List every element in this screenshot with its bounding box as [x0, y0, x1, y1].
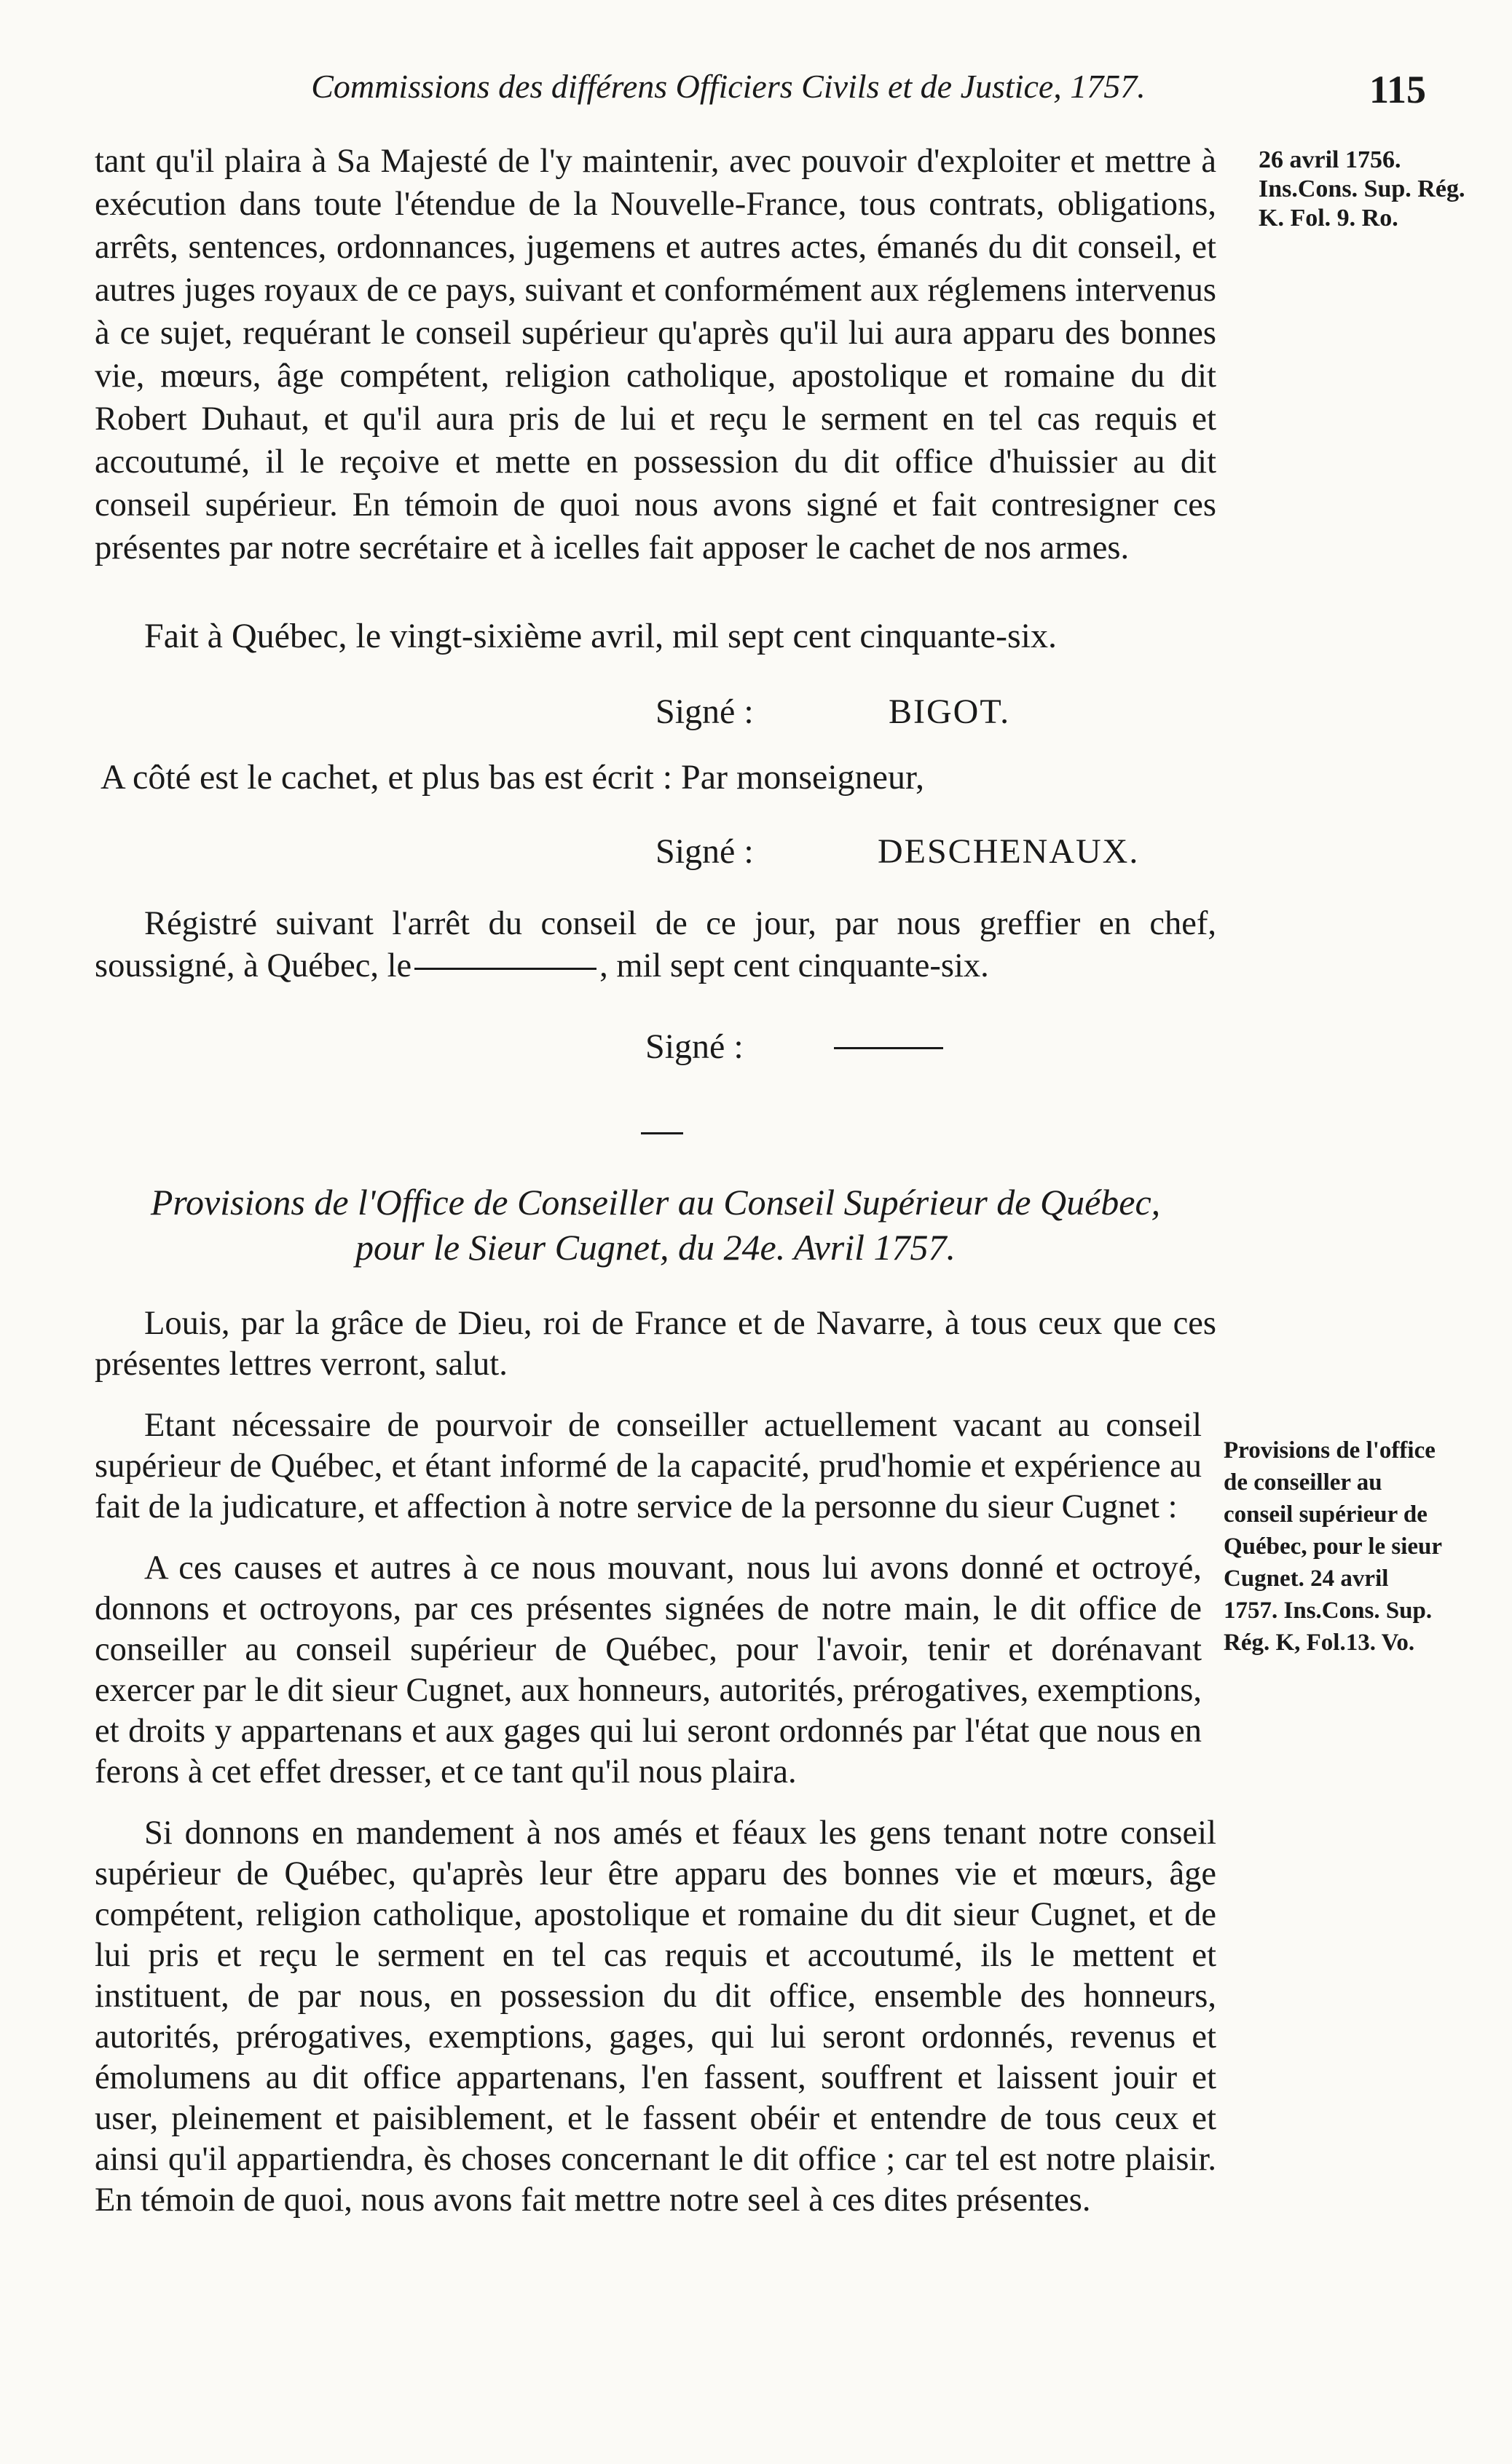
first-act-paragraph: tant qu'il plaira à Sa Majesté de l'y maintenir, avec pouvoir d'exploiter et mettre à exécution dans toute l'étendue de la Nouvelle-France, tous contrats, obligations, arrêts, sentences, ordonnances, jugemens et autres actes, émanés du dit conseil, et autres juges royaux de ce pays, suivant et conformément aux réglemens intervenus à ce sujet, requérant le conseil supérieur qu'après qu'il lui aura apparu des bonnes vie, mœurs, âge compétent, religion catholique, apostolique et romaine du dit Robert Duhaut, et qu'il aura pris de lui et reçu le serment en tel cas requis et accoutumé, il le reçoive et mette en possession du dit office d'huissier au dit conseil supérieur. En témoin de quoi nous avons signé et fait contresigner ces présentes par notre secrétaire et à icelles fait apposer le cachet de nos armes.: [95, 143, 1216, 566]
blank-date-dash: [414, 968, 596, 970]
page-number: 115: [1369, 68, 1427, 111]
paragraph-etant: Etant nécessaire de pourvoir de conseiller actuellement vacant au conseil supérieur de Québec, et étant informé de la capacité, prud'homie et expérience au fait de la judicature, et affection à notre service de la personne du sieur Cugnet :: [95, 1407, 1202, 1525]
first-act-text: [95, 140, 1216, 569]
heading-line-2: pour le Sieur Cugnet, du 24e. Avril 1757.: [355, 1227, 956, 1268]
paragraph-a-ces-causes: A ces causes et autres à ce nous mouvant, nous lui avons donné et octroyé, donnons et octroyons, par ces présentes signées de notre main, le dit office de conseiller au conseil supérieur de Québec, pour l'avoir, tenir et dorénavant exercer par le dit sieur Cugnet, aux honneurs, autorités, prérogatives, exemptions, et droits y appartenans et aux gages qui lui seront ordonnés par l'état que nous en ferons à cet effet dresser, et ce tant qu'il nous plaira.: [95, 1549, 1202, 1790]
second-act-text: [95, 1303, 1216, 2241]
blank-signature-dash: [834, 1047, 943, 1049]
section-separator: [641, 1132, 683, 1134]
paragraph-si-donnons: Si donnons en mandement à nos amés et féaux les gens tenant notre conseil supérieur de Québec, qu'après leur être apparu des bonnes vie et mœurs, âge compétent, religion catholique, apostolique et romaine du dit sieur Cugnet, et de lui pris et reçu le serment en tel cas requis et accoutumé, ils le mettent et instituent, de par nous, en possession du dit office, ensemble des honneurs, autorités, prérogatives, exemptions, gages, qui lui seront ordonnés, revenus et émolumens au dit office appartenans, l'en fassent, souffrent et laissent jouir et user, pleinement et paisiblement, et le fassent obéir et entendre de tous ceux et ainsi qu'il appartiendra, ès choses concernant le dit office ; car tel est notre plaisir. En témoin de quoi, nous avons fait mettre notre seel à ces dites présentes.: [95, 1815, 1216, 2219]
done-at-line: Fait à Québec, le vingt-sixième avril, mil sept cent cinquante-six.: [144, 617, 1057, 655]
signed-label-1: Signé :: [655, 692, 754, 731]
cachet-line: A côté est le cachet, et plus bas est écrit : Par monseigneur,: [101, 758, 925, 797]
signed-label-3: Signé :: [645, 1027, 744, 1066]
signature-deschenaux: DESCHENAUX.: [878, 832, 1140, 871]
signature-bigot: BIGOT.: [889, 692, 1011, 731]
registration-text-end: , mil sept cent cinquante-six.: [599, 947, 989, 984]
heading-line-1: Provisions de l'Office de Conseiller au Conseil Supérieur de Québec,: [150, 1182, 1161, 1223]
paragraph-salutation: Louis, par la grâce de Dieu, roi de France et de Navarre, à tous ceux que ces présentes lettres verront, salut.: [95, 1305, 1216, 1383]
second-act-heading: [95, 1180, 1216, 1270]
registration-note: [95, 903, 1216, 987]
running-title: Commissions des différens Officiers Civils et de Justice, 1757.: [311, 68, 1146, 105]
registration-text-start: Régistré suivant l'arrêt du conseil de ce jour, par nous greffier en chef, soussigné, à Québec, le: [95, 905, 1216, 984]
margin-note-2: Provisions de l'office de conseiller au conseil supérieur de Québec, pour le sieur Cugnet. 24 avril 1757. Ins.Cons. Sup. Rég. K, Fol.13. Vo.: [1224, 1437, 1442, 1656]
signed-label-2: Signé :: [655, 832, 754, 871]
margin-note-1: 26 avril 1756. Ins.Cons. Sup. Rég. K. Fol. 9. Ro.: [1259, 146, 1465, 232]
